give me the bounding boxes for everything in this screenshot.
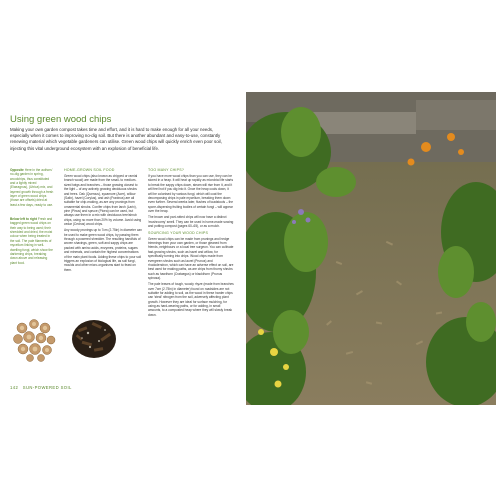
- section-heading: TOO MANY CHIPS?: [148, 168, 185, 172]
- middle-column: [64, 168, 142, 274]
- section-heading: HOME-GROWN SOIL FOOD: [64, 168, 115, 172]
- body-paragraph: Green wood chips can be made from prunings and hedge trimmings from your own garden, or those gleaned from friends, neighbours or a local tree surgeon. You can cultivate fast-growing shrubs, such as hazel and willow, for specifically turning into chips. Wood chips made from evergreen shrubs such as laurel (Prunus) and rhododendron, which can have an adverse effect on soil, are best used for making paths, as are chips from thorny shrubs such as hawthorn (Crataegus) or blackthorn (Prunus spinosa).: [148, 236, 234, 280]
- right-column: [148, 168, 234, 319]
- caption-lead: Opposite: [10, 168, 24, 172]
- caption-text: Fresh and bagged green wood chips on their way to being used; their shredded and dried, the moist colour when being treated in the soil. The pale filaments of mycelium linking in well-dwelling fungi, which show the darkening chips, breaking down above and releasing plant food.: [10, 217, 53, 265]
- body-paragraph: Green wood chips (also known as chipped or ramial branch wood) are made from the small- to medium-sized twigs and branches – those growing closest to the light – of any actively growing deciduous shrubs and trees. Oak (Quercus), sycamore (Acer), willow (Salix), hazel (Corylus), and ash (Fraxinus) are all suitable for chip-making, as are any prunings from ornamental shrubs. Conifer chips from larch (Larix), pine (Pinus) and spruce (Picea) can be used, but always use them in a mix with deciduous tree/shrub chips, using no more than 20% by volume. Avoid using cedar (Cedrus) wood chips.: [64, 174, 142, 226]
- garden-photo-illustration: [246, 92, 496, 405]
- body-paragraph: If you have more wood chips than you can use, they can be stored in a heap. It will heat up rapidly as microbial life starts to break the sappy chips down, steam will rise from it, and it will feel hot if you dig into it. Once the heap cools down, it will be colonised by various fungi, which will coat the decomposing chips in pale mycelium, breaking them down even further. Several weeks later, flushes of toadstools – the spore-dispersing fruiting bodies of certain fungi – will appear over the heap.: [148, 174, 234, 213]
- caption-below: [10, 217, 54, 265]
- left-page: [0, 92, 245, 396]
- fresh-wood-chips-photo: [10, 314, 58, 362]
- body-paragraph: The pale leaves of tough, woody rhyze (made from branches over 7cm (2.75in) in diameter) found on roadsides are not suitable for adding to soil, as the wood in these harder chips can 'steal' nitrogen from the soil, adversely affecting plant growth. However they are ideal for surface mulching, for using as hard-wearing paths, or for adding, in small amounts, to a composted heap where they will slowly break down.: [148, 282, 234, 317]
- section-heading: SOURCING YOUR WOOD CHIPS: [148, 230, 209, 235]
- caption-lead: Below left to right: [10, 217, 37, 222]
- garden-photo: [246, 92, 496, 405]
- body-paragraph: The brown and part-rotted chips will now have a distinct 'mushroomy' smell. They can be used in home-made sowing and potting compost (pages 60–65), or as a mulch.: [148, 215, 234, 229]
- caption-text: Here in the authors' no-dig garden in spring, woodchips, thus constituted and a lightly mixed (Elaeagnus), (Utrica) mix, and layered growth through a fresh layer of green wood chips (those are offsets) dried at least a few days, ready to use.: [10, 168, 54, 207]
- page-folio: [10, 385, 72, 390]
- captions-column: [10, 168, 54, 267]
- body-paragraph: Any woody prunings up to 7cm (2.75in) in diameter can be used to make green wood chips, by passing them through a powered shredder. The resulting handfuls of woven shavings, green, soft and sappy chips are packed with amino acids, enzymes, proteins, sugars and minerals, and contain the highest concentrations of the main plant foods. Adding these chips to your soil triggers an explosion of biological life, as soil fungi, moulds and other micro-organisms start to feast on them.: [64, 228, 142, 272]
- intro-paragraph: Making your own garden compost takes time and effort, and it is hard to make enough for all your needs, especially when it comes to improving no-dig soil. But there is another abundant and easy-to-use, constantly renewing material which vegetable gardeners can utilise. Green wood chips will quickly enrich even poor soil, injecting this vital underground ecosystem with an explosion of beneficial life.: [10, 127, 222, 151]
- decomposing-chips-photo: [70, 314, 118, 362]
- caption-opposite: [10, 168, 54, 207]
- page-number: 142: [10, 385, 19, 390]
- page-title: Using green wood chips: [10, 114, 112, 125]
- chapter-label: SUN-POWERED SOIL: [22, 385, 72, 390]
